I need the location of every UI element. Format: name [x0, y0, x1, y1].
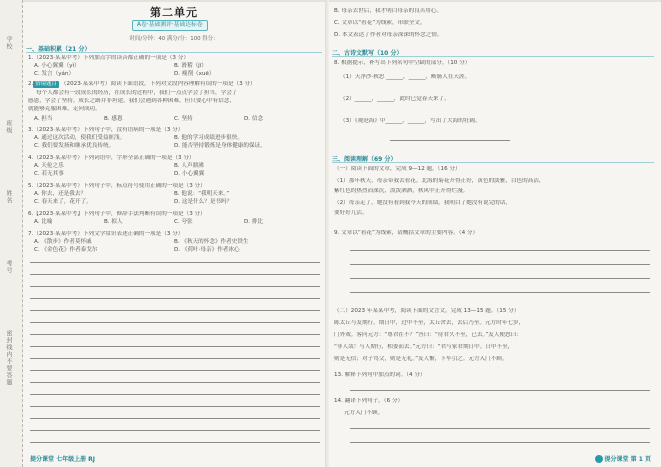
q7-option-a: A. 《散步》作者莫怀戚	[34, 239, 92, 245]
q3-option-d: D. 能否坚持锻炼是身体健康的保证。	[174, 143, 266, 149]
answer-line	[30, 262, 320, 263]
answer-line	[30, 418, 320, 419]
reading-line: （1）那年秋天，母亲带我去看花。北海的菊花开得正好，黄色的淡雅，白色的高洁，	[334, 178, 545, 184]
passage-line: 就能够克服困难，走向成功。	[28, 106, 101, 112]
answer-line	[350, 278, 650, 279]
q6-option-a: A. 比喻	[34, 219, 53, 225]
q8-item-1: （1）天净沙·秋思 ______，______，断肠人在天涯。	[340, 74, 471, 80]
footer-brand: 提分课堂	[604, 455, 629, 463]
answer-line	[30, 286, 320, 287]
section-heading-2: 二、古诗文默写（10 分）	[332, 50, 403, 57]
q4-option-d: D. 小心翼翼	[174, 171, 205, 177]
publisher-logo-icon	[595, 455, 603, 463]
question-1: 1.（2023·某某中考）下列加点字的读音都正确的一项是（3 分）	[28, 55, 189, 61]
q5-option-c: C. 春天来了，花开了。	[34, 199, 92, 205]
section-heading-3: 三、阅读理解（69 分）	[332, 156, 397, 163]
q1-option-c: C. 发言（yán）	[34, 71, 75, 77]
q2-option-b: B. 感恩	[104, 116, 123, 122]
q4-option-b: B. 人声鼎沸	[174, 163, 204, 169]
answer-line	[30, 442, 320, 443]
q5-option-d: D. 这是什么？是书吗？	[174, 199, 233, 205]
q6-option-d: D. 排比	[244, 219, 264, 225]
page-number: 第 1 页	[630, 455, 651, 463]
q7-option-c: C. 《金色花》作者泰戈尔	[34, 247, 98, 253]
answer-line	[30, 430, 320, 431]
q5-option-a: A. 你去，还是我去？	[34, 191, 87, 197]
right-text-line: D. 本文表达了作者对母亲深深的怀念之情。	[334, 32, 443, 38]
q8-item-3: （3）《观沧海》中______，______，写出了大海的壮阔。	[340, 118, 481, 124]
answer-line	[30, 298, 320, 299]
q3-option-a: A. 通过这次活动，使我们受益匪浅。	[34, 135, 126, 141]
answer-line	[30, 274, 320, 275]
classical-line: 则是无信；对子骂父，则是无礼。”友人惭，下车引之。元方入门不顾。	[334, 356, 508, 362]
answer-line	[30, 346, 320, 347]
binding-label-school: 学校	[5, 36, 12, 50]
blank-line	[390, 140, 510, 141]
right-text-line: B. 母亲去世后，我才明白母亲的良苦用心。	[334, 8, 443, 14]
answer-line	[30, 406, 320, 407]
section-rule	[332, 56, 654, 57]
answer-line	[30, 334, 320, 335]
reading-line: 要好好儿活。	[334, 210, 368, 216]
reading-2-heading: （二）2023 年某某中考，阅读下面的文言文，完成 13—15 题。（15 分）	[334, 308, 520, 314]
classical-line: 陈太丘与友期行，期日中，过中不至，太丘舍去，去后乃至。元方时年七岁，	[334, 320, 525, 326]
binding-label-number: 考号	[5, 260, 12, 274]
q1-option-d: D. 瘦削（xuē）	[174, 71, 215, 77]
q3-option-c: C. 我们要发扬和继承优良传统。	[34, 143, 115, 149]
section-heading-1: 一、基础积累（21 分）	[26, 46, 91, 53]
test-badge: A卷·基础测评·基础达标卷	[132, 20, 208, 31]
question-9: 9. 文章以“看花”为线索，请概括文章的主要内容。（4 分）	[334, 230, 479, 236]
question-14: 14. 翻译下列句子。（6 分）	[334, 398, 404, 404]
q2-number: 2.	[28, 81, 34, 87]
answer-line	[30, 358, 320, 359]
answer-line	[350, 428, 650, 429]
q1-option-b: B. 滑稽（jī）	[174, 63, 207, 69]
right-text-line: C. 文章以“看花”为线索，串联全文。	[334, 20, 426, 26]
q14-sentence: 元方入门不顾。	[344, 410, 384, 416]
binding-label-name: 姓名	[5, 190, 12, 204]
q2-text: （2023·某某中考）阅读下面语段，下列对文段内容理解有误的一项是（3 分）	[60, 81, 256, 87]
reading-1-heading: （一）阅读下面的文章，完成 9—12 题。（16 分）	[334, 166, 461, 172]
answer-line	[30, 370, 320, 371]
q4-option-c: C. 若无其事	[34, 171, 64, 177]
answer-line	[30, 382, 320, 383]
left-footer: 提分课堂 七年级上册 RJ	[30, 456, 96, 463]
q8-item-2: （2）______，______，此时已觉春天来了。	[340, 96, 450, 102]
binding-label-note: 密封线内不要答题	[5, 330, 12, 386]
q7-option-d: D. 《荷叶·母亲》作者冰心	[174, 247, 240, 253]
answer-line	[30, 394, 320, 395]
binding-label-class: 班级	[5, 120, 12, 134]
question-6: 6.【2023·某某中考】下列句子中，修辞手法判断有误的一项是（3 分）	[28, 211, 206, 217]
passage-line: 每个人都会有一段成长的经历，在成长的过程中，我们一点点学会了担当，学会了	[36, 90, 238, 96]
page-gutter	[325, 0, 329, 467]
answer-line	[350, 442, 650, 443]
classical-line: 门外戏。客问元方：“尊君在不？”答曰：“待君久不至，已去。”友人便怒曰：	[334, 332, 522, 338]
answer-line	[30, 310, 320, 311]
question-8: 8. 根据提示，补写出下列名句中空缺的部分。（10 分）	[334, 60, 471, 66]
answer-line	[350, 250, 650, 251]
question-3: 3.（2023·某某中考）下列句子中，没有语病的一项是（3 分）	[28, 127, 184, 133]
question-13: 13. 解释下列句中加点的词。（4 分）	[334, 372, 426, 378]
q7-option-b: B. 《秋天的怀念》作者史铁生	[174, 239, 249, 245]
question-4: 4.（2023·某某中考）下列词语中，字形全部正确的一项是（3 分）	[28, 155, 195, 161]
right-footer	[595, 454, 651, 464]
test-meta: 时间/分钟：40 满分/分：100 得分：	[129, 36, 219, 42]
reading-line: （2）母亲走了，她没有看到我今天的成绩。我明白了她没有说完的话，	[334, 200, 511, 206]
q5-option-b: B. 他说：“我明天来。”	[174, 191, 230, 197]
question-5: 5.（2023·某某中考）下列句子中，标点符号使用正确的一项是（3 分）	[28, 183, 206, 189]
binding-strip	[0, 0, 23, 467]
answer-line	[350, 292, 650, 293]
q2-option-c: C. 坚持	[174, 116, 193, 122]
right-page	[330, 0, 657, 467]
q6-option-b: B. 拟人	[104, 219, 123, 225]
classical-line: “非人哉！与人期行，相委而去。”元方曰：“君与家君期日中。日中不至，	[334, 344, 514, 350]
section-rule	[332, 162, 654, 163]
q1-option-a: A. 小心翼翼（yì）	[34, 63, 80, 69]
section-rule	[26, 52, 322, 53]
answer-line	[350, 264, 650, 265]
reading-line: 紫红色的热烈而深沉，泼泼洒洒，秋风中正开得烂漫。	[334, 188, 469, 194]
q2-option-d: D. 信念	[244, 116, 264, 122]
question-7: 7.（2023·某某中考）下列文学常识表述正确的一项是（3 分）	[28, 231, 184, 237]
answer-line	[350, 390, 650, 391]
answer-line	[30, 322, 320, 323]
q3-option-b: B. 他的学习成绩进步很快。	[174, 135, 243, 141]
q4-option-a: A. 天伦之乐	[34, 163, 64, 169]
q6-option-c: C. 夸张	[174, 219, 193, 225]
question-2	[28, 81, 322, 88]
passage-line: 感恩，学会了坚持。成长之路并非坦途，我们会遇到各种困难，但只要心中有信念，	[28, 98, 235, 104]
q2-option-a: A. 担当	[34, 116, 53, 122]
q2-scenario-tag: 情境题目	[35, 81, 57, 87]
left-page	[24, 0, 324, 467]
unit-title: 第二单元	[150, 6, 198, 19]
